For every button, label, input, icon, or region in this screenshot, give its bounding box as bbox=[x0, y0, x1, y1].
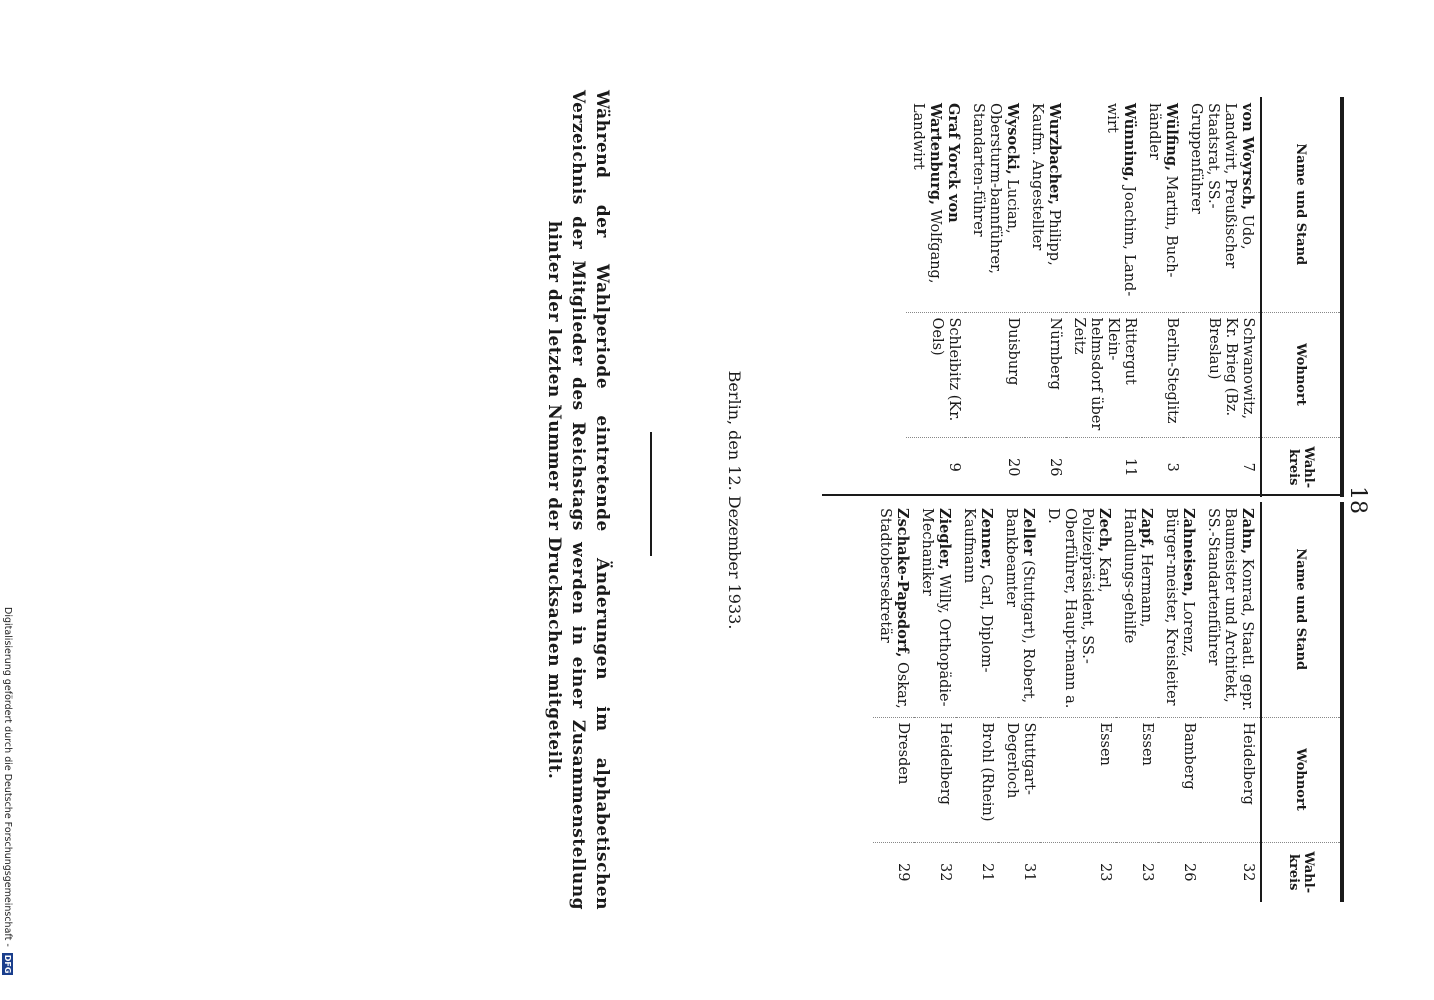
signature-date: Berlin, den 12. Dezember 1933. bbox=[725, 370, 744, 630]
member-district: 9 bbox=[906, 437, 966, 497]
member-surname: Zeller bbox=[1020, 508, 1037, 556]
table-row bbox=[1117, 502, 1159, 902]
page-number: 18 bbox=[1345, 486, 1370, 514]
member-name-cell bbox=[873, 502, 915, 717]
table-row bbox=[1142, 97, 1184, 497]
table-header-row bbox=[1261, 502, 1341, 902]
member-residence: Rittergut Klein-helmsdorf über Zeitz bbox=[1067, 312, 1142, 437]
member-name-cell bbox=[1184, 97, 1261, 312]
member-surname: Zschake-Papsdorf, bbox=[894, 508, 911, 658]
member-details: Konrad, Staatl. gepr. Baumeister und Architekt, SS.-Standartenführer bbox=[1205, 508, 1255, 712]
header-name: Name und Stand bbox=[1261, 97, 1341, 312]
member-details: Wolfgang, Landwirt bbox=[910, 103, 943, 284]
member-residence: Dresden bbox=[873, 717, 915, 842]
member-surname: Wülfing, bbox=[1163, 103, 1180, 172]
table-row bbox=[1159, 502, 1201, 902]
header-name: Name und Stand bbox=[1261, 502, 1341, 717]
table-row bbox=[1201, 502, 1261, 902]
credit-text: Digitalisierung gefördert durch die Deutsche Forschungsgemeinschaft - bbox=[2, 607, 13, 947]
member-district: 3 bbox=[1142, 437, 1184, 497]
member-district: 29 bbox=[873, 842, 915, 902]
dfg-logo: DFG bbox=[3, 954, 12, 974]
member-residence: Bamberg bbox=[1159, 717, 1201, 842]
table-row bbox=[915, 502, 957, 902]
members-table-left bbox=[906, 97, 1344, 497]
member-surname: Zapf, bbox=[1138, 508, 1155, 550]
member-name-cell bbox=[957, 502, 999, 717]
table-header-row bbox=[1261, 97, 1341, 497]
member-surname: Zenner, bbox=[978, 508, 995, 570]
member-name-cell bbox=[999, 502, 1041, 717]
header-district: Wahl-kreis bbox=[1261, 842, 1341, 902]
member-details: Hermann, Handlungs-gehilfe bbox=[1121, 508, 1154, 644]
header-district: Wahl-kreis bbox=[1261, 437, 1341, 497]
member-surname: Graf Yorck von Wartenburg, bbox=[927, 103, 962, 223]
member-details: Carl, Diplom-Kaufmann bbox=[961, 508, 994, 673]
table-body-right bbox=[873, 502, 1261, 902]
member-residence: Schwanowitz, Kr. Brieg (Bz. Breslau) bbox=[1184, 312, 1261, 437]
header-residence: Wohnort bbox=[1261, 717, 1341, 842]
member-surname: Zahn, bbox=[1239, 508, 1256, 555]
table-body-left bbox=[906, 97, 1261, 497]
member-surname: Zech, bbox=[1096, 508, 1113, 553]
member-residence: Duisburg bbox=[966, 312, 1025, 437]
member-surname: Wysocki, bbox=[1004, 103, 1021, 175]
member-surname: Zahneisen, bbox=[1180, 508, 1197, 597]
table-row bbox=[1067, 97, 1142, 497]
member-details: Philipp, Kaufm. Angestellter bbox=[1029, 103, 1062, 266]
member-name-cell bbox=[1201, 502, 1261, 717]
members-table-right bbox=[873, 502, 1344, 902]
member-name-cell bbox=[1159, 502, 1201, 717]
member-district: 7 bbox=[1184, 437, 1261, 497]
member-district: 26 bbox=[1025, 437, 1067, 497]
member-residence: Heidelberg bbox=[915, 717, 957, 842]
table-row bbox=[966, 97, 1025, 497]
member-details: Udo, Landwirt, Preußischer Staatsrat, SS.-Gruppenführer bbox=[1188, 103, 1255, 269]
table-row bbox=[1025, 97, 1067, 497]
table-row bbox=[999, 502, 1041, 902]
member-details: (Stuttgart), Robert, Bankbeamter bbox=[1003, 508, 1036, 704]
member-name-cell bbox=[1067, 97, 1142, 312]
member-details: Joachim, Land-wirt bbox=[1104, 103, 1137, 297]
member-name-cell bbox=[1117, 502, 1159, 717]
table-row bbox=[957, 502, 999, 902]
member-name-cell bbox=[1025, 97, 1067, 312]
member-residence: Essen bbox=[1041, 717, 1117, 842]
member-surname: Wurzbacher, bbox=[1046, 103, 1063, 205]
member-residence: Heidelberg bbox=[1201, 717, 1261, 842]
member-name-cell bbox=[1142, 97, 1184, 312]
member-residence: Brohl (Rhein) bbox=[957, 717, 999, 842]
horizontal-rule bbox=[650, 432, 652, 556]
member-district: 32 bbox=[1201, 842, 1261, 902]
member-district: 31 bbox=[999, 842, 1041, 902]
member-details: Oskar, Stadtobersekretär bbox=[877, 508, 910, 709]
amendment-notice: Während der Wahlperiode eintretende Änderungen im alphabetischen Verzeichnis der Mitglieder des Reichstags werden in einer Zusammenstellung hinter der letzten Nummer der Drucksachen mitgeteilt. bbox=[544, 90, 612, 910]
header-residence: Wohnort bbox=[1261, 312, 1341, 437]
digitization-credit bbox=[0, 607, 14, 992]
member-district: 23 bbox=[1041, 842, 1117, 902]
member-name-cell bbox=[966, 97, 1025, 312]
column-divider bbox=[822, 494, 1342, 496]
member-surname: von Woyrsch, bbox=[1239, 103, 1256, 211]
member-surname: Wünning, bbox=[1121, 103, 1138, 182]
member-name-cell bbox=[906, 97, 966, 312]
member-name-cell bbox=[1041, 502, 1117, 717]
member-residence: Nürnberg bbox=[1025, 312, 1067, 437]
member-surname: Ziegler, bbox=[936, 508, 953, 570]
member-district: 11 bbox=[1067, 437, 1142, 497]
table-row bbox=[873, 502, 915, 902]
member-residence: Schleibitz (Kr. Oels) bbox=[906, 312, 966, 437]
table-row bbox=[1184, 97, 1261, 497]
member-name-cell bbox=[915, 502, 957, 717]
member-district: 32 bbox=[915, 842, 957, 902]
member-details: Karl, Polizeipräsident, SS.-Oberführer, Haupt-mann a. D. bbox=[1045, 508, 1112, 709]
member-district: 23 bbox=[1117, 842, 1159, 902]
member-residence: Berlin-Steglitz bbox=[1142, 312, 1184, 437]
member-details: Lucian, Obersturm-bannführer, Standarten-führer bbox=[970, 103, 1020, 274]
member-district: 26 bbox=[1159, 842, 1201, 902]
member-residence: Essen bbox=[1117, 717, 1159, 842]
member-district: 21 bbox=[957, 842, 999, 902]
member-residence: Stuttgart-Degerloch bbox=[999, 717, 1041, 842]
table-row bbox=[1041, 502, 1117, 902]
member-details: Martin, Buch-händler bbox=[1146, 103, 1179, 278]
table-row bbox=[906, 97, 966, 497]
member-details: Lorenz, Bürger-meister, Kreisleiter bbox=[1163, 508, 1196, 706]
member-district: 20 bbox=[966, 437, 1025, 497]
member-details: Willy, Orthopädie-Mechaniker bbox=[919, 508, 952, 707]
